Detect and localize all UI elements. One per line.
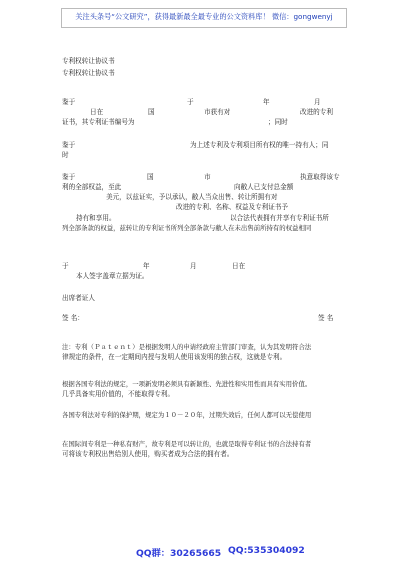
witness-label: 出席者证人 [62,294,95,302]
p1-l1d: 月 [314,98,321,106]
doc-title-1: 专利权转让协议书 [62,57,115,65]
p1-l3a: 证书，其专利证书编号为 [62,118,135,126]
note1-l1: 注：专利（Ｐａｔｅｎｔ）是根据发明人的申请经政府主管部门审查，认为其发明符合法 [62,343,312,351]
p1-l1c: 年 [263,98,270,106]
note1-l2: 律规定的条件，在一定期间内授与发明人使用该发明的独占权，这就是专利。 [62,353,287,361]
top-banner [61,8,347,28]
p1-l3b: ；同时 [268,118,288,126]
doc-title-2: 专利权转让协议书 [62,69,115,77]
note2-l2: 几乎具备实用价值的，不能取得专利。 [62,390,175,398]
footer-qq-group: QQ群：30265665 [136,548,222,559]
p3-l1c: 市 [204,173,211,181]
note2-l1: 根据各国专利法的规定，一项新发明必须具有新颖性、先进性和实用性而具有实用价值。 [62,380,312,388]
p4-l1b: 年 [143,262,150,270]
p4-l1c: 月 [190,262,197,270]
p3-l5b: 以合法代表拥有并享有专利证书所 [230,214,329,222]
signature-right-label: 签 名 [318,314,334,322]
p4-l2: 本人签字盖章立据为证。 [76,272,149,280]
p3-l3: 美元，以兹证实，予以承认，敝人当众出售、转让所拥有对 [106,193,278,201]
note4-l2: 可将该专利权出售给别人使用，购买者成为合法的拥有者。 [62,450,234,458]
p4-l1d: 日在 [232,262,246,270]
p3-l1d: 执意取得该专 [300,173,340,181]
p2-l1a: 鉴于 [62,141,76,149]
p3-l2a: 利的全部权益，至此 [62,183,122,191]
p1-l2a: 日在 [90,108,104,116]
p4-l1a: 于 [62,262,69,270]
note3-l1: 各国专利法对专利的保护期，规定为１０－２０年，过期失效后，任何人都可以无偿使用 [62,411,312,419]
p3-l4a: 改进的专利、名称、权益及专利证书予 [176,203,289,211]
p1-l2d: 改进的专利 [300,108,333,116]
p3-l6: 列全部条款的权益，兹转让的专利证书所列全部条款与敝人在未出售前所持有的权益相同 [62,224,312,232]
p2-l1b: 为上述专利及专利项目所有权的唯一持有人；同 [190,141,329,149]
banner-text: 关注头条号“公文研究”，获得最新最全最专业的公文资料库！ 微信：gongwenyj [75,12,333,21]
p1-l2b: 国 [148,108,155,116]
note4-l1: 在国际间专利是一种私有财产，故专利是可以转让的，也就是取得专利证书的合法持有者 [62,440,312,448]
p2-l2: 时 [62,151,69,159]
p1-l1b: 于 [187,98,194,106]
signature-left-label: 签 名： [62,314,84,322]
p1-l1a: 鉴于 [62,98,76,106]
p3-l2b: 向敝人已支付总金额 [234,183,294,191]
p3-l1b: 国 [147,173,154,181]
footer-qq-number: QQ:535304092 [228,545,305,556]
p3-l1a: 鉴于 [62,173,76,181]
p1-l2c: 市获有对 [204,108,231,116]
p3-l5a: 持有和享用。 [76,214,116,222]
